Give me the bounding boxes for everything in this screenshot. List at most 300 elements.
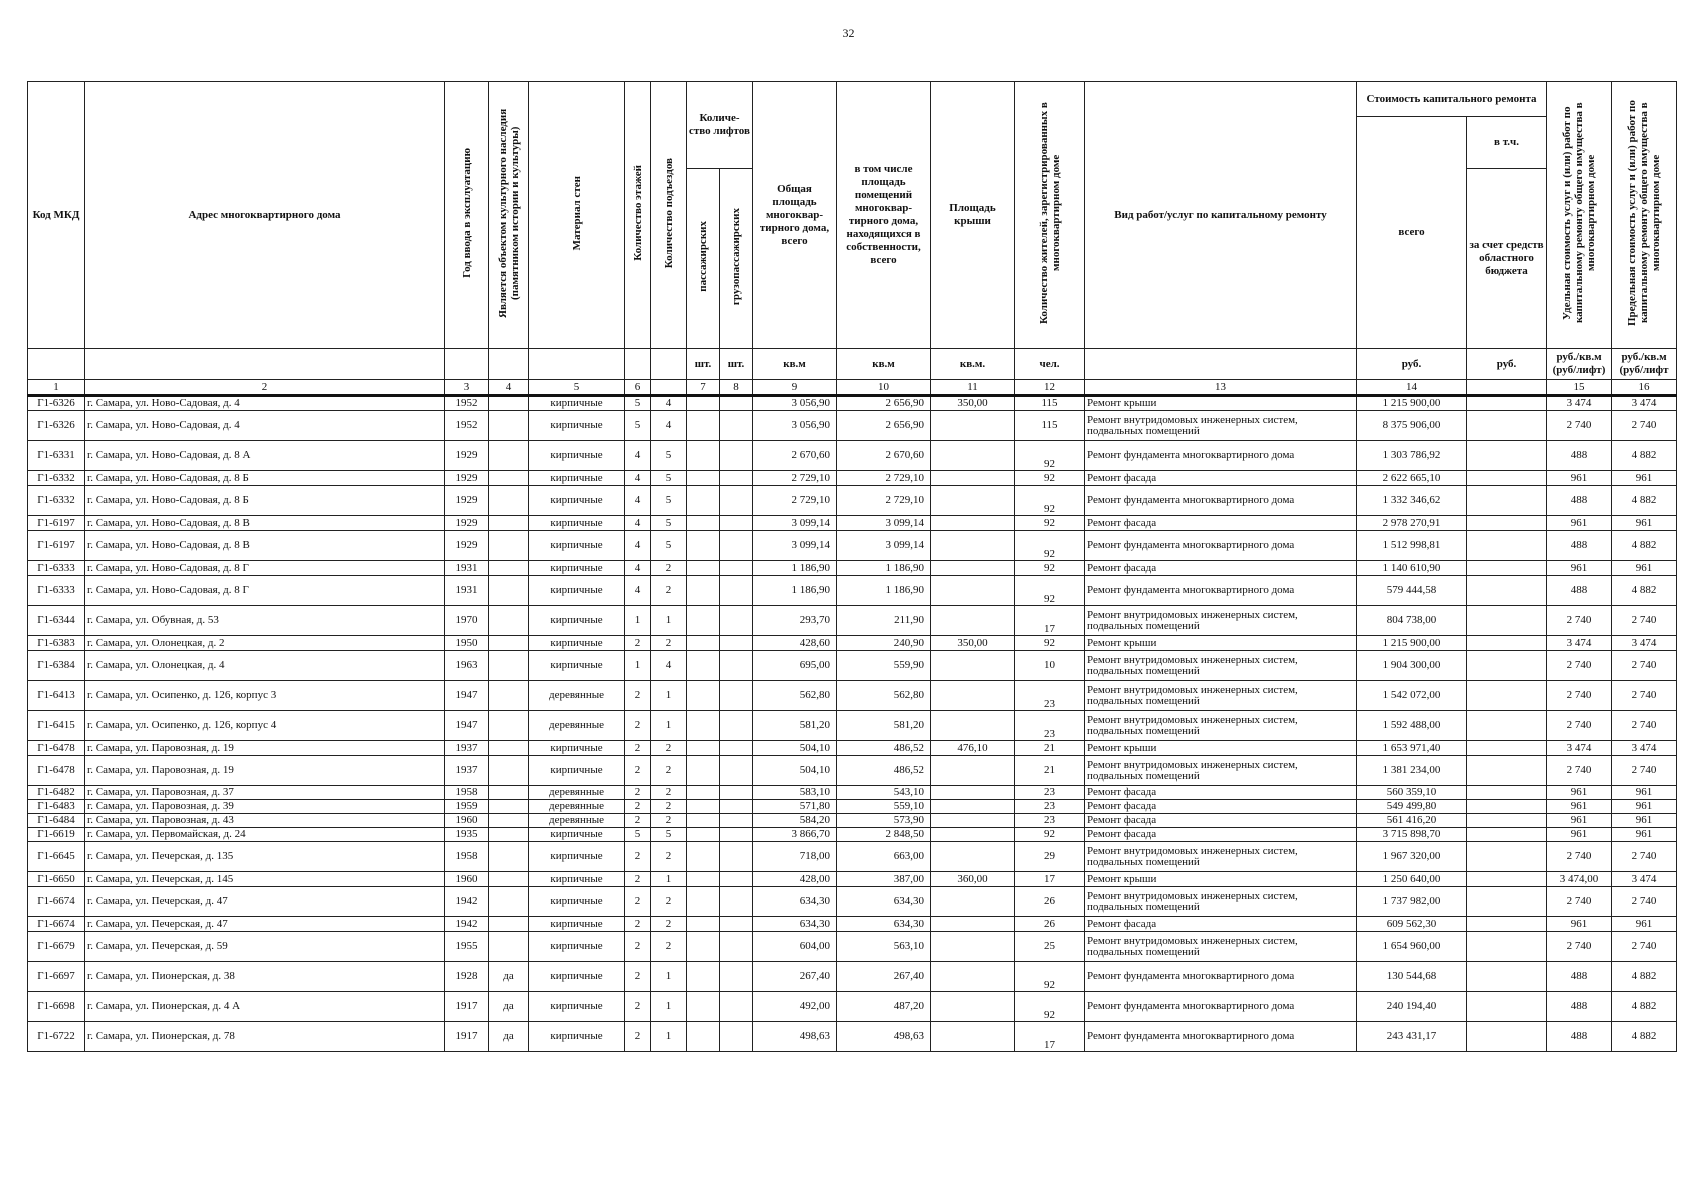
row-year: 1952: [445, 396, 489, 411]
row-cost-budget: [1467, 636, 1547, 651]
row-heritage: [489, 828, 529, 842]
table-row: [28, 606, 1677, 636]
row-cost-budget: [1467, 842, 1547, 872]
row-owned-area: 487,20: [837, 992, 931, 1022]
row-lifts-cargo: [720, 561, 753, 576]
row-roof-area: 476,10: [931, 741, 1015, 756]
row-heritage: [489, 917, 529, 932]
header-address: Адрес многоквартирного дома: [85, 82, 445, 349]
row-limit-cost: 4 882: [1612, 531, 1677, 561]
row-owned-area: 663,00: [837, 842, 931, 872]
row-floors: 2: [625, 932, 651, 962]
row-limit-cost: 3 474: [1612, 636, 1677, 651]
row-year: 1970: [445, 606, 489, 636]
unit-residents: чел.: [1015, 349, 1085, 380]
row-year: 1929: [445, 531, 489, 561]
row-code: Г1-6383: [28, 636, 85, 651]
row-lifts-passenger: [687, 471, 720, 486]
row-work: Ремонт внутридомовых инженерных систем, подвальных помещений: [1085, 681, 1357, 711]
row-limit-cost: 2 740: [1612, 932, 1677, 962]
row-wall: кирпичные: [529, 932, 625, 962]
row-floors: 2: [625, 962, 651, 992]
row-year: 1935: [445, 828, 489, 842]
row-unit-cost: 961: [1547, 786, 1612, 800]
row-code: Г1-6674: [28, 917, 85, 932]
row-wall: кирпичные: [529, 561, 625, 576]
row-entrances: 5: [651, 516, 687, 531]
row-cost-total: 1 332 346,62: [1357, 486, 1467, 516]
row-work: Ремонт фундамента многоквартирного дома: [1085, 992, 1357, 1022]
row-total-area: 634,30: [753, 887, 837, 917]
row-entrances: 5: [651, 486, 687, 516]
row-wall: кирпичные: [529, 887, 625, 917]
row-address: г. Самара, ул. Ново-Садовая, д. 8 В: [85, 516, 445, 531]
row-work: Ремонт внутридомовых инженерных систем, подвальных помещений: [1085, 606, 1357, 636]
row-residents: 92: [1015, 486, 1085, 516]
row-heritage: да: [489, 962, 529, 992]
header-lifts-passenger: пассажирских: [687, 169, 720, 349]
row-lifts-cargo: [720, 711, 753, 741]
row-limit-cost: 961: [1612, 516, 1677, 531]
row-work: Ремонт внутридомовых инженерных систем, подвальных помещений: [1085, 411, 1357, 441]
row-limit-cost: 961: [1612, 800, 1677, 814]
row-roof-area: [931, 800, 1015, 814]
row-floors: 2: [625, 917, 651, 932]
column-number: 2: [85, 380, 445, 396]
row-residents: 92: [1015, 636, 1085, 651]
row-cost-budget: [1467, 681, 1547, 711]
row-roof-area: [931, 531, 1015, 561]
row-entrances: 1: [651, 711, 687, 741]
row-lifts-passenger: [687, 786, 720, 800]
row-floors: 2: [625, 756, 651, 786]
row-code: Г1-6483: [28, 800, 85, 814]
row-code: Г1-6650: [28, 872, 85, 887]
row-cost-total: 8 375 906,00: [1357, 411, 1467, 441]
row-year: 1931: [445, 576, 489, 606]
row-floors: 4: [625, 516, 651, 531]
row-total-area: 428,00: [753, 872, 837, 887]
row-work: Ремонт фасада: [1085, 516, 1357, 531]
row-heritage: [489, 486, 529, 516]
unit-lifts-cargo: шт.: [720, 349, 753, 380]
row-heritage: [489, 711, 529, 741]
row-limit-cost: 4 882: [1612, 992, 1677, 1022]
row-wall: кирпичные: [529, 992, 625, 1022]
row-owned-area: 2 656,90: [837, 396, 931, 411]
row-address: г. Самара, ул. Паровозная, д. 19: [85, 756, 445, 786]
row-wall: деревянные: [529, 800, 625, 814]
row-wall: кирпичные: [529, 531, 625, 561]
row-total-area: 267,40: [753, 962, 837, 992]
row-residents: 92: [1015, 441, 1085, 471]
row-cost-total: 609 562,30: [1357, 917, 1467, 932]
row-floors: 5: [625, 396, 651, 411]
table-row: [28, 872, 1677, 887]
row-owned-area: 267,40: [837, 962, 931, 992]
row-floors: 2: [625, 681, 651, 711]
row-cost-budget: [1467, 917, 1547, 932]
row-lifts-passenger: [687, 396, 720, 411]
row-year: 1942: [445, 887, 489, 917]
row-roof-area: [931, 828, 1015, 842]
row-code: Г1-6478: [28, 741, 85, 756]
row-floors: 4: [625, 471, 651, 486]
column-number: 9: [753, 380, 837, 396]
row-lifts-cargo: [720, 636, 753, 651]
row-wall: кирпичные: [529, 606, 625, 636]
unit-owned-area: кв.м: [837, 349, 931, 380]
row-address: г. Самара, ул. Ново-Садовая, д. 4: [85, 396, 445, 411]
row-lifts-cargo: [720, 396, 753, 411]
row-code: Г1-6344: [28, 606, 85, 636]
row-work: Ремонт внутридомовых инженерных систем, подвальных помещений: [1085, 651, 1357, 681]
row-residents: 26: [1015, 917, 1085, 932]
row-cost-budget: [1467, 396, 1547, 411]
table-row: [28, 842, 1677, 872]
row-year: 1937: [445, 741, 489, 756]
row-lifts-cargo: [720, 887, 753, 917]
row-total-area: 581,20: [753, 711, 837, 741]
row-lifts-cargo: [720, 842, 753, 872]
row-lifts-passenger: [687, 711, 720, 741]
row-year: 1959: [445, 800, 489, 814]
table-row: [28, 516, 1677, 531]
row-cost-budget: [1467, 561, 1547, 576]
row-unit-cost: 961: [1547, 800, 1612, 814]
column-number: 5: [529, 380, 625, 396]
table-row: [28, 786, 1677, 800]
row-cost-total: 243 431,17: [1357, 1022, 1467, 1052]
row-work: Ремонт фундамента многоквартирного дома: [1085, 576, 1357, 606]
row-cost-budget: [1467, 471, 1547, 486]
row-code: Г1-6333: [28, 576, 85, 606]
row-entrances: 5: [651, 471, 687, 486]
row-cost-total: 561 416,20: [1357, 814, 1467, 828]
row-cost-budget: [1467, 1022, 1547, 1052]
row-unit-cost: 3 474,00: [1547, 872, 1612, 887]
row-lifts-passenger: [687, 872, 720, 887]
row-total-area: 604,00: [753, 932, 837, 962]
row-residents: 92: [1015, 962, 1085, 992]
header-owned-area: в том числе площадь помещений многоквар-тирного дома, находящихся в собственности, всего: [837, 82, 931, 349]
row-roof-area: [931, 576, 1015, 606]
row-total-area: 498,63: [753, 1022, 837, 1052]
row-wall: кирпичные: [529, 636, 625, 651]
table-row: [28, 711, 1677, 741]
row-lifts-passenger: [687, 411, 720, 441]
row-year: 1960: [445, 872, 489, 887]
row-entrances: 2: [651, 917, 687, 932]
row-cost-budget: [1467, 872, 1547, 887]
row-roof-area: [931, 1022, 1015, 1052]
row-year: 1963: [445, 651, 489, 681]
row-lifts-passenger: [687, 636, 720, 651]
row-residents: 92: [1015, 561, 1085, 576]
table-row: [28, 992, 1677, 1022]
row-limit-cost: 961: [1612, 814, 1677, 828]
table-row: [28, 636, 1677, 651]
row-cost-budget: [1467, 576, 1547, 606]
row-roof-area: 350,00: [931, 396, 1015, 411]
row-address: г. Самара, ул. Ново-Садовая, д. 4: [85, 411, 445, 441]
unit-total-area: кв.м: [753, 349, 837, 380]
row-entrances: 5: [651, 441, 687, 471]
row-lifts-passenger: [687, 561, 720, 576]
row-year: 1952: [445, 411, 489, 441]
table-row: [28, 814, 1677, 828]
row-total-area: 2 729,10: [753, 486, 837, 516]
row-owned-area: 3 099,14: [837, 531, 931, 561]
unit-cost-budget: руб.: [1467, 349, 1547, 380]
table-row: [28, 576, 1677, 606]
row-cost-budget: [1467, 992, 1547, 1022]
row-cost-total: 1 303 786,92: [1357, 441, 1467, 471]
row-residents: 92: [1015, 828, 1085, 842]
row-code: Г1-6197: [28, 516, 85, 531]
row-cost-total: 560 359,10: [1357, 786, 1467, 800]
row-lifts-cargo: [720, 828, 753, 842]
row-entrances: 2: [651, 842, 687, 872]
table-row: [28, 887, 1677, 917]
row-residents: 29: [1015, 842, 1085, 872]
row-cost-budget: [1467, 887, 1547, 917]
row-work: Ремонт фундамента многоквартирного дома: [1085, 441, 1357, 471]
row-heritage: [489, 471, 529, 486]
table-header: [28, 82, 1677, 396]
row-owned-area: 486,52: [837, 756, 931, 786]
row-work: Ремонт фундамента многоквартирного дома: [1085, 486, 1357, 516]
header-cost-budget: за счет средств областного бюджета: [1467, 169, 1547, 349]
row-owned-area: 498,63: [837, 1022, 931, 1052]
unit-roof-area: кв.м.: [931, 349, 1015, 380]
row-limit-cost: 3 474: [1612, 396, 1677, 411]
row-unit-cost: 2 740: [1547, 651, 1612, 681]
row-address: г. Самара, ул. Обувная, д. 53: [85, 606, 445, 636]
table-row: [28, 741, 1677, 756]
row-wall: кирпичные: [529, 962, 625, 992]
row-floors: 4: [625, 531, 651, 561]
row-year: 1929: [445, 441, 489, 471]
row-limit-cost: 961: [1612, 917, 1677, 932]
row-lifts-passenger: [687, 441, 720, 471]
row-total-area: 3 056,90: [753, 396, 837, 411]
row-heritage: [489, 681, 529, 711]
row-unit-cost: 961: [1547, 516, 1612, 531]
row-lifts-passenger: [687, 842, 720, 872]
table-row: [28, 1022, 1677, 1052]
row-code: Г1-6697: [28, 962, 85, 992]
row-entrances: 4: [651, 411, 687, 441]
row-work: Ремонт фасада: [1085, 786, 1357, 800]
row-roof-area: [931, 651, 1015, 681]
row-cost-total: 1 512 998,81: [1357, 531, 1467, 561]
column-number: 3: [445, 380, 489, 396]
row-owned-area: 2 670,60: [837, 441, 931, 471]
row-heritage: [489, 396, 529, 411]
row-year: 1917: [445, 992, 489, 1022]
row-floors: 2: [625, 741, 651, 756]
row-address: г. Самара, ул. Ново-Садовая, д. 8 В: [85, 531, 445, 561]
table-row: [28, 396, 1677, 411]
row-address: г. Самара, ул. Пионерская, д. 38: [85, 962, 445, 992]
row-lifts-cargo: [720, 917, 753, 932]
row-unit-cost: 3 474: [1547, 741, 1612, 756]
row-owned-area: 543,10: [837, 786, 931, 800]
row-total-area: 583,10: [753, 786, 837, 800]
row-total-area: 293,70: [753, 606, 837, 636]
row-owned-area: 562,80: [837, 681, 931, 711]
row-owned-area: 486,52: [837, 741, 931, 756]
column-number: 13: [1085, 380, 1357, 396]
row-heritage: [489, 887, 529, 917]
row-unit-cost: 961: [1547, 828, 1612, 842]
header-year: Год ввода в эксплуатацию: [445, 82, 489, 349]
row-residents: 23: [1015, 786, 1085, 800]
row-total-area: 504,10: [753, 756, 837, 786]
row-lifts-cargo: [720, 872, 753, 887]
row-owned-area: 634,30: [837, 917, 931, 932]
row-floors: 5: [625, 828, 651, 842]
row-lifts-cargo: [720, 786, 753, 800]
table-row: [28, 917, 1677, 932]
row-lifts-cargo: [720, 516, 753, 531]
row-unit-cost: 488: [1547, 486, 1612, 516]
row-residents: 92: [1015, 992, 1085, 1022]
row-year: 1928: [445, 962, 489, 992]
row-cost-total: 2 622 665,10: [1357, 471, 1467, 486]
row-year: 1917: [445, 1022, 489, 1052]
row-code: Г1-6333: [28, 561, 85, 576]
row-code: Г1-6482: [28, 786, 85, 800]
row-unit-cost: 488: [1547, 441, 1612, 471]
row-address: г. Самара, ул. Печерская, д. 145: [85, 872, 445, 887]
table-row: [28, 828, 1677, 842]
row-entrances: 2: [651, 814, 687, 828]
row-floors: 2: [625, 872, 651, 887]
unit-unit-cost: руб./кв.м (руб/лифт): [1547, 349, 1612, 380]
row-address: г. Самара, ул. Пионерская, д. 78: [85, 1022, 445, 1052]
column-number: [1467, 380, 1547, 396]
row-cost-total: 1 904 300,00: [1357, 651, 1467, 681]
row-work: Ремонт внутридомовых инженерных систем, подвальных помещений: [1085, 887, 1357, 917]
row-roof-area: [931, 441, 1015, 471]
row-wall: кирпичные: [529, 828, 625, 842]
header-code: Код МКД: [28, 82, 85, 349]
row-work: Ремонт фундамента многоквартирного дома: [1085, 962, 1357, 992]
row-year: 1947: [445, 711, 489, 741]
row-total-area: 2 670,60: [753, 441, 837, 471]
column-number: [651, 380, 687, 396]
row-cost-budget: [1467, 516, 1547, 531]
header-cost-incl: в т.ч.: [1467, 117, 1547, 169]
row-wall: кирпичные: [529, 917, 625, 932]
row-roof-area: [931, 486, 1015, 516]
row-residents: 115: [1015, 396, 1085, 411]
row-address: г. Самара, ул. Ново-Садовая, д. 8 А: [85, 441, 445, 471]
row-code: Г1-6698: [28, 992, 85, 1022]
row-residents: 92: [1015, 516, 1085, 531]
row-code: Г1-6674: [28, 887, 85, 917]
row-code: Г1-6331: [28, 441, 85, 471]
page-number: 32: [842, 26, 855, 40]
row-unit-cost: 488: [1547, 1022, 1612, 1052]
row-total-area: 584,20: [753, 814, 837, 828]
row-residents: 115: [1015, 411, 1085, 441]
row-heritage: [489, 606, 529, 636]
row-floors: 2: [625, 1022, 651, 1052]
row-cost-budget: [1467, 411, 1547, 441]
row-limit-cost: 2 740: [1612, 651, 1677, 681]
row-limit-cost: 3 474: [1612, 872, 1677, 887]
row-lifts-passenger: [687, 606, 720, 636]
row-heritage: [489, 741, 529, 756]
row-cost-budget: [1467, 441, 1547, 471]
row-work: Ремонт внутридомовых инженерных систем, подвальных помещений: [1085, 756, 1357, 786]
row-cost-budget: [1467, 800, 1547, 814]
table-row: [28, 962, 1677, 992]
row-residents: 21: [1015, 741, 1085, 756]
row-cost-total: 1 653 971,40: [1357, 741, 1467, 756]
row-roof-area: [931, 992, 1015, 1022]
row-cost-budget: [1467, 828, 1547, 842]
row-total-area: 3 099,14: [753, 531, 837, 561]
column-number: 7: [687, 380, 720, 396]
header-lifts-cargo: грузопассажирских: [720, 169, 753, 349]
row-floors: 2: [625, 814, 651, 828]
row-unit-cost: 2 740: [1547, 756, 1612, 786]
row-residents: 23: [1015, 681, 1085, 711]
row-work: Ремонт внутридомовых инженерных систем, подвальных помещений: [1085, 932, 1357, 962]
row-address: г. Самара, ул. Печерская, д. 47: [85, 917, 445, 932]
header-cost-total: всего: [1357, 117, 1467, 349]
row-residents: 92: [1015, 471, 1085, 486]
row-cost-total: 1 215 900,00: [1357, 396, 1467, 411]
table-row: [28, 800, 1677, 814]
row-cost-total: 1 737 982,00: [1357, 887, 1467, 917]
row-total-area: 634,30: [753, 917, 837, 932]
row-floors: 2: [625, 711, 651, 741]
row-owned-area: 581,20: [837, 711, 931, 741]
row-residents: 17: [1015, 872, 1085, 887]
row-unit-cost: 488: [1547, 962, 1612, 992]
row-work: Ремонт фасада: [1085, 917, 1357, 932]
table-body: [28, 396, 1677, 1052]
row-address: г. Самара, ул. Ново-Садовая, д. 8 Г: [85, 576, 445, 606]
row-floors: 1: [625, 606, 651, 636]
row-limit-cost: 2 740: [1612, 681, 1677, 711]
row-heritage: [489, 651, 529, 681]
row-lifts-cargo: [720, 992, 753, 1022]
row-entrances: 2: [651, 636, 687, 651]
row-work: Ремонт крыши: [1085, 636, 1357, 651]
row-limit-cost: 2 740: [1612, 606, 1677, 636]
row-work: Ремонт крыши: [1085, 872, 1357, 887]
row-total-area: 695,00: [753, 651, 837, 681]
row-lifts-cargo: [720, 1022, 753, 1052]
row-cost-budget: [1467, 741, 1547, 756]
row-cost-budget: [1467, 606, 1547, 636]
row-wall: кирпичные: [529, 576, 625, 606]
table-row: [28, 411, 1677, 441]
row-code: Г1-6197: [28, 531, 85, 561]
row-year: 1947: [445, 681, 489, 711]
row-cost-budget: [1467, 651, 1547, 681]
row-heritage: [489, 800, 529, 814]
header-work: Вид работ/услуг по капитальному ремонту: [1085, 82, 1357, 349]
row-address: г. Самара, ул. Паровозная, д. 19: [85, 741, 445, 756]
table-row: [28, 471, 1677, 486]
